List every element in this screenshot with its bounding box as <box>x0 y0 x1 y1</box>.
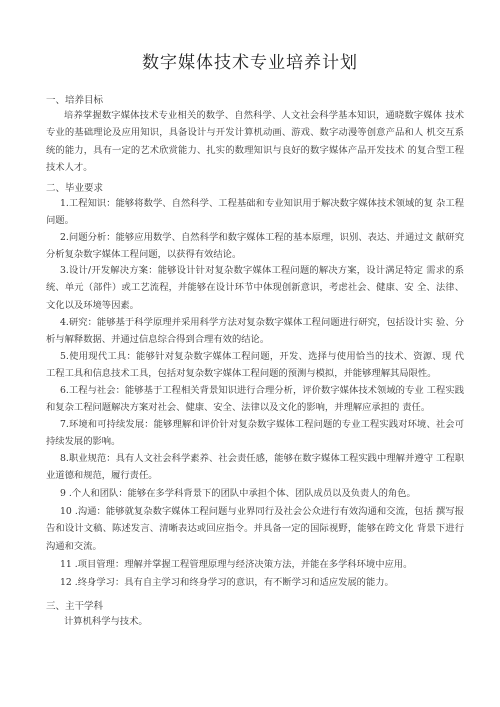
requirement-item <box>46 314 464 349</box>
requirement-item <box>46 229 464 264</box>
requirement-text: .工程知识：能够将数学、自然科学、工程基础和专业知识用于解决数字媒体技术领域的复 杂工程问题。 <box>46 198 464 227</box>
requirement-item <box>46 262 464 314</box>
requirement-item <box>46 556 464 573</box>
requirement-number: 5 <box>60 351 66 362</box>
requirement-text: .终身学习：具有自主学习和终身学习的意识，有不断学习和适应发展的能力。 <box>71 577 394 588</box>
requirement-item <box>46 450 464 485</box>
requirement-text: .设计/开发解决方案：能够设计针对复杂数字媒体工程问题的解决方案，设计满足特定 需求的系统、单元（部件）或工艺流程，并能够在设计环节中体现创新意识，考虑社会、健康、安 全、法律、文化以及环境等因素。 <box>46 265 464 311</box>
requirement-number: 7 <box>60 419 66 430</box>
requirement-number: 11 <box>60 559 72 570</box>
requirement-item <box>46 416 464 451</box>
requirement-text: .职业规范：具有人文社会科学素养、社会责任感，能够在数字媒体工程实践中理解并遵守 工程职业道德和规范，履行责任。 <box>46 453 464 482</box>
requirement-item <box>46 574 464 591</box>
requirement-text: .工程与社会：能够基于工程相关背景知识进行合理分析，评价数字媒体技术领域的专业 工程实践和复杂工程问题解决方案对社会、健康、安全、法律以及文化的影响，并理解应承担的 责任。 <box>46 385 464 414</box>
requirement-text: .问题分析：能够应用数学、自然科学和数字媒体工程的基本原理，识别、表达、并通过文 献研究分析复杂数字媒体工程问题，以获得有效结论。 <box>46 232 464 261</box>
requirement-text: .项目管理：理解并掌握工程管理原理与经济决策方法，并能在多学科环境中应用。 <box>71 559 413 570</box>
requirement-number: 3 <box>60 265 66 276</box>
requirement-text: .环境和可持续发展：能够理解和评价针对复杂数字媒体工程问题的专业工程实践对环境、社会可持续发展的影响。 <box>46 419 464 448</box>
requirement-text: .沟通：能够就复杂数字媒体工程问题与业界同行及社会公众进行有效沟通和交流，包括 撰写报告和设计文稿、陈述发言、清晰表达或回应指令。并具备一定的国际视野，能够在跨文化 背景下进行沟通和交流。 <box>46 506 464 552</box>
requirement-text: .使用现代工具：能够针对复杂数字媒体工程问题，开发、选择与使用恰当的技术、资源、现 代 工程工具和信息技术工具，包括对复杂数字媒体工程问题的预测与模拟，并能够理解其局限性。 <box>46 351 464 380</box>
requirement-number: 2 <box>60 232 66 243</box>
requirement-item <box>46 348 464 383</box>
requirement-number: 1 <box>60 198 66 209</box>
disciplines-paragraph: 计算机科学与技术。 <box>64 616 148 627</box>
requirement-number: 4 <box>60 317 66 328</box>
goals-paragraph: 培养掌握数字媒体技术专业相关的数学、自然科学、人文社会科学基本知识，通晓数字媒体 技术专业的基础理论及应用知识，具备设计与开发计算机动画、游戏、数字动漫等创意产品和人 机交互系统的能力，具有一定的艺术欣赏能力、扎实的数理知识与良好的数字媒体产品开发技术 的复合型工程技术人才。 <box>46 110 464 173</box>
requirement-item <box>46 195 464 230</box>
requirement-number: 9 <box>60 488 66 499</box>
requirement-number: 10 <box>60 506 72 517</box>
requirement-number: 8 <box>60 453 66 464</box>
requirement-item <box>46 485 464 502</box>
requirement-item <box>46 503 464 555</box>
section-heading-goals: 一、培养目标 <box>46 95 104 106</box>
requirement-number: 12 <box>60 577 72 588</box>
requirement-item <box>46 382 464 417</box>
requirement-number: 6 <box>60 385 66 396</box>
requirement-text: .研究：能够基于科学原理并采用科学方法对复杂数字媒体工程问题进行研究，包括设计实 验、分析与解释数据、并通过信息综合得到合理有效的结论。 <box>46 317 464 346</box>
requirement-text: .个人和团队：能够在多学科背景下的团队中承担个体、团队成员以及负责人的角色。 <box>65 488 416 499</box>
section-heading-disciplines: 三、主干学科 <box>46 601 104 612</box>
document-title: 数字媒体技术专业培养计划 <box>142 53 358 73</box>
section-heading-requirements: 二、毕业要求 <box>46 183 104 194</box>
